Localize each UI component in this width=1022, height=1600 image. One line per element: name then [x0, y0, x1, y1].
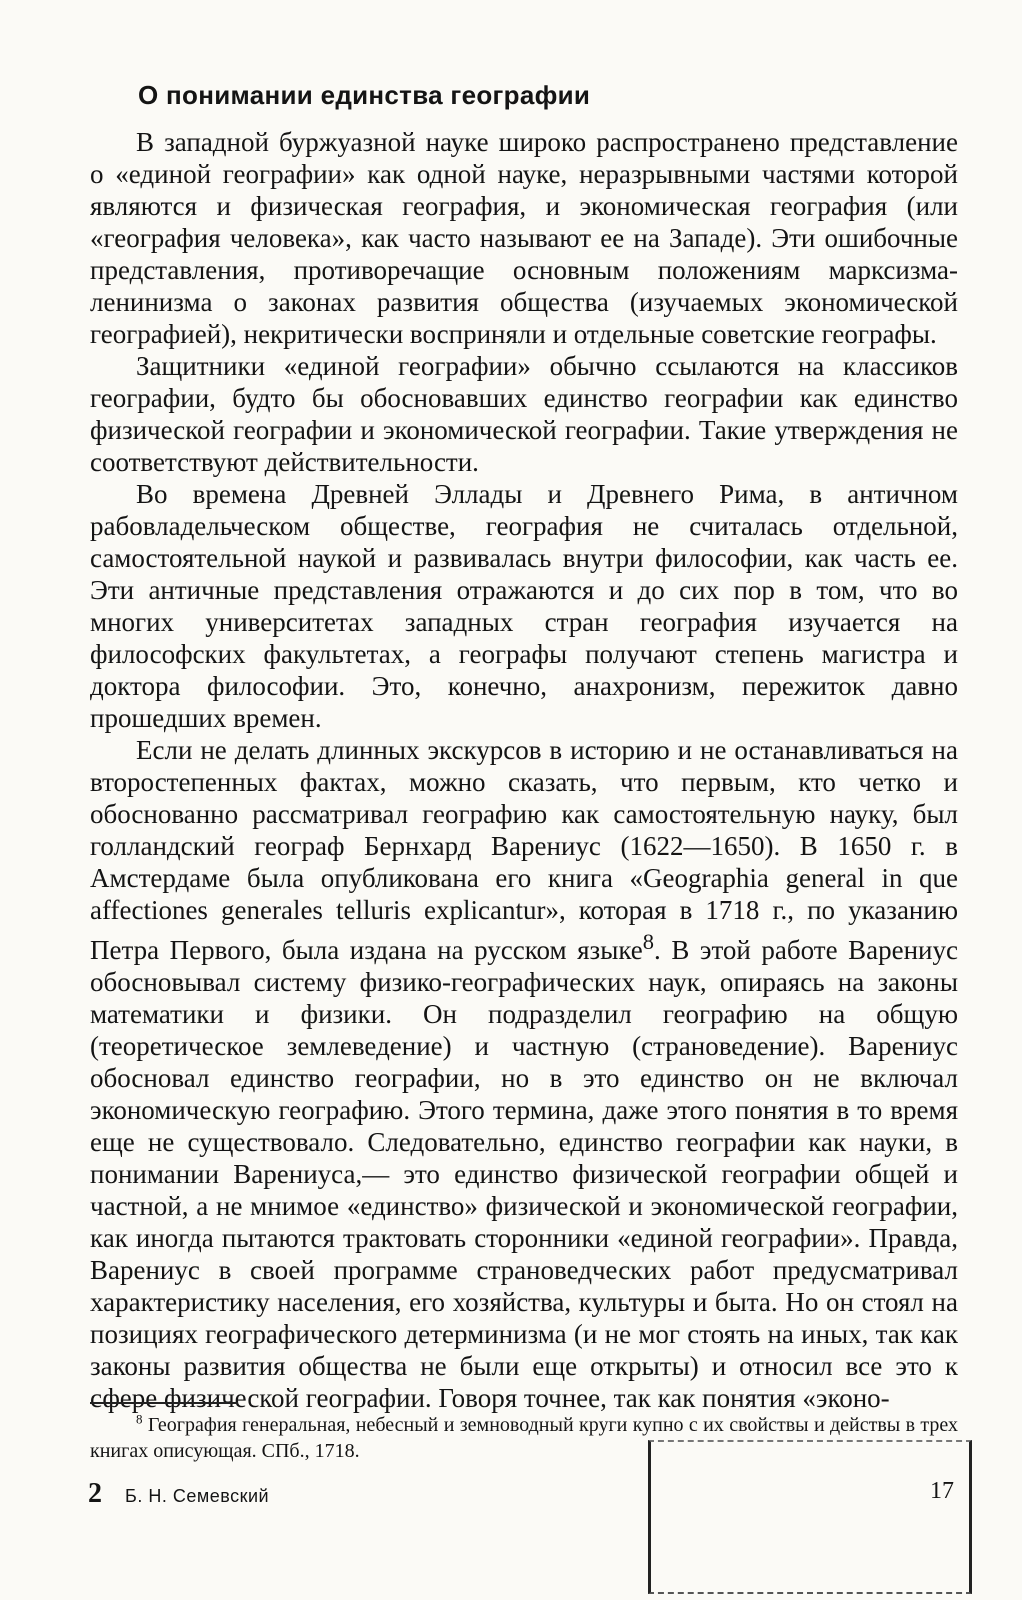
footnote-reference: 8: [642, 929, 655, 954]
printers-signature: [88, 1478, 269, 1510]
page-number: 17: [930, 1478, 954, 1504]
signature-author: Б. Н. Семевский: [125, 1486, 270, 1506]
paragraph-4: [90, 734, 958, 1414]
signature-number: 2: [88, 1478, 102, 1509]
footnote-rule: [90, 1402, 238, 1404]
paragraph-1: В западной буржуазной науке широко распространено представление о «единой географии» как одной науке, неразрывными частями которой являются и физическая география, и экономическая география (или «география человека», как часто называют ее на Западе). Эти ошибочные представления, противоречащие основным положениям марксизма-ленинизма о законах развития общества (изучаемых экономической географией), некритически восприняли и отдельные советские географы.: [90, 127, 958, 349]
footnote-text: География генеральная, небесный и земноводный круги купно с их свойствы и действы в трех книгах описующая. СПб., 1718.: [90, 1414, 959, 1462]
body-text: [90, 126, 958, 1414]
footnote: [90, 1412, 958, 1464]
section-heading: О понимании единства географии: [138, 80, 591, 110]
paragraph-2: Защитники «единой географии» обычно ссылаются на классиков географии, будто бы обосновавших единство географии как единство физической географии и экономической географии. Такие утверждения не соответствуют действительности.: [90, 351, 958, 477]
paragraph-4-text-before-note: Если не делать длинных экскурсов в историю и не останавливаться на второстепенных фактах, можно сказать, что первым, кто четко и обоснованно рассматривал географию как самостоятельную науку, был голландский географ Бернхард Варениус (1622—1650). В 1650 г. в Амстердаме была опубликована его книга «Geographia general in que affectiones generales telluris explicantur», которая в 1718 г., по указанию Петра Первого, была издана на русском языке: [90, 735, 958, 965]
paragraph-4-text-after-note: . В этой работе Варениус обосновывал систему физико-географических наук, опираясь на законы математики и физики. Он подразделил географию на общую (теоретическое землеведение) и частную (страноведение). Варениус обосновал единство географии, но в это единство он не включал экономическую географию. Этого термина, даже этого понятия в то время еще не существовало. Следовательно, единство географии как науки, в понимании Варениуса,— это единство физической географии общей и частной, а не мнимое «единство» физической и экономической географии, как иногда пытаются трактовать сторонники «единой географии». Правда, Варениус в своей программе страноведческих работ предусматривал характеристику населения, его хозяйства, культуры и быта. Но он стоял на позициях географического детерминизма (и не мог стоять на иных, так как законы развития общества не были еще открыты) и относил все это к сфере физической географии. Говоря точнее, так как понятия «эконо-: [90, 935, 958, 1413]
footnote-marker: 8: [136, 1411, 143, 1427]
paragraph-3: Во времена Древней Эллады и Древнего Рима, в античном рабовладельческом обществе, география не считалась отдельной, самостоятельной наукой и развивалась внутри философии, как часть ее. Эти античные представления отражаются и до сих пор в том, что во многих университетах западных стран география изучается на философских факультетах, а географы получают степень магистра и доктора философии. Это, конечно, анахронизм, пережиток давно прошедших времен.: [90, 479, 958, 733]
